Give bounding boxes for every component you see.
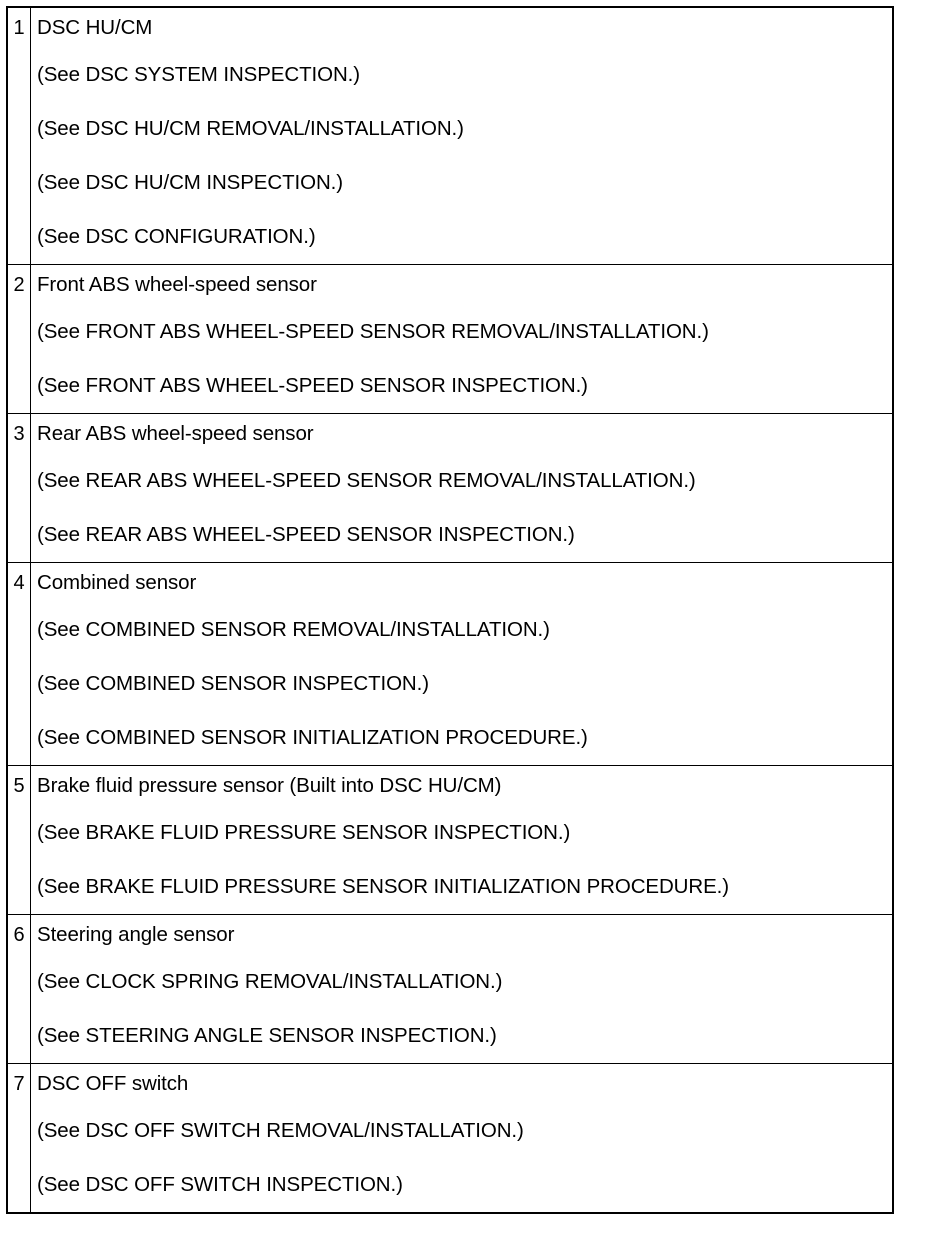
component-title: Brake fluid pressure sensor (Built into DSC HU/CM) [37, 774, 502, 797]
table-row [7, 1064, 893, 1214]
reference-link[interactable]: (See DSC HU/CM REMOVAL/INSTALLATION.) [37, 117, 464, 140]
reference-link[interactable]: (See DSC OFF SWITCH INSPECTION.) [37, 1173, 403, 1196]
component-title: DSC HU/CM [37, 16, 153, 39]
component-title: DSC OFF switch [37, 1072, 189, 1095]
reference-link[interactable]: (See COMBINED SENSOR INSPECTION.) [37, 672, 429, 695]
reference-link[interactable]: (See REAR ABS WHEEL-SPEED SENSOR REMOVAL/INSTALLATION.) [37, 469, 696, 492]
row-number: 5 [7, 766, 31, 915]
row-content [31, 1064, 894, 1214]
table-row [7, 915, 893, 1064]
reference-link[interactable]: (See REAR ABS WHEEL-SPEED SENSOR INSPECTION.) [37, 523, 575, 546]
reference-link[interactable]: (See DSC SYSTEM INSPECTION.) [37, 63, 360, 86]
reference-link[interactable]: (See DSC OFF SWITCH REMOVAL/INSTALLATION.) [37, 1119, 524, 1142]
reference-link[interactable]: (See COMBINED SENSOR REMOVAL/INSTALLATION.) [37, 618, 550, 641]
row-content [31, 7, 894, 265]
row-content [31, 414, 894, 563]
component-title: Front ABS wheel-speed sensor [37, 273, 317, 296]
reference-link[interactable]: (See FRONT ABS WHEEL-SPEED SENSOR INSPECTION.) [37, 374, 588, 397]
table-row [7, 563, 893, 766]
row-content [31, 766, 894, 915]
row-content [31, 563, 894, 766]
table-row [7, 7, 893, 265]
reference-link[interactable]: (See BRAKE FLUID PRESSURE SENSOR INITIALIZATION PROCEDURE.) [37, 875, 729, 898]
reference-link[interactable]: (See BRAKE FLUID PRESSURE SENSOR INSPECTION.) [37, 821, 571, 844]
reference-link[interactable]: (See FRONT ABS WHEEL-SPEED SENSOR REMOVAL/INSTALLATION.) [37, 320, 709, 343]
table-body [7, 7, 893, 1213]
reference-link[interactable]: (See DSC HU/CM INSPECTION.) [37, 171, 343, 194]
row-number: 6 [7, 915, 31, 1064]
row-content [31, 265, 894, 414]
table-row [7, 265, 893, 414]
component-title: Rear ABS wheel-speed sensor [37, 422, 314, 445]
row-number: 4 [7, 563, 31, 766]
table-row [7, 766, 893, 915]
reference-link[interactable]: (See STEERING ANGLE SENSOR INSPECTION.) [37, 1024, 497, 1047]
component-reference-table [6, 6, 894, 1214]
row-content [31, 915, 894, 1064]
row-number: 1 [7, 7, 31, 265]
component-title: Steering angle sensor [37, 923, 235, 946]
reference-link[interactable]: (See DSC CONFIGURATION.) [37, 225, 316, 248]
row-number: 2 [7, 265, 31, 414]
reference-link[interactable]: (See CLOCK SPRING REMOVAL/INSTALLATION.) [37, 970, 503, 993]
reference-link[interactable]: (See COMBINED SENSOR INITIALIZATION PROCEDURE.) [37, 726, 588, 749]
component-title: Combined sensor [37, 571, 197, 594]
table-row [7, 414, 893, 563]
row-number: 3 [7, 414, 31, 563]
row-number: 7 [7, 1064, 31, 1214]
